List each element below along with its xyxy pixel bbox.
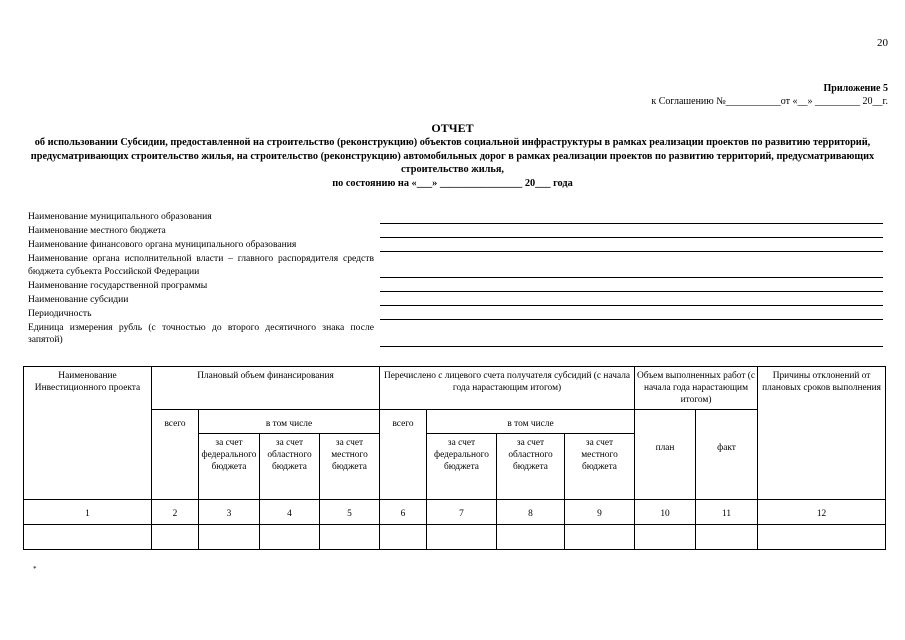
header-project: Наименование Инвестиционного проекта <box>24 367 152 500</box>
agreement-reference: к Соглашению №___________от «__» _________ 20__г. <box>651 96 888 107</box>
page-number: 20 <box>877 37 888 49</box>
table-row <box>24 525 886 550</box>
header-transferred-including: в том числе <box>427 410 635 434</box>
column-number: 3 <box>199 500 260 525</box>
table-cell[interactable] <box>199 525 260 550</box>
report-date-line: по состоянию на «___» ________________ 20___ года <box>332 177 573 189</box>
field-label: Наименование местного бюджета <box>28 225 166 236</box>
table-cell[interactable] <box>24 525 152 550</box>
field-local-budget <box>28 225 883 238</box>
table-cell[interactable] <box>696 525 758 550</box>
header-planned: Плановый объем финансирования <box>152 367 380 410</box>
field-label: Наименование муниципального образования <box>28 211 212 222</box>
fill-line[interactable] <box>380 337 883 347</box>
header-transferred: Перечислено с лицевого счета получателя субсидий (с начала года нарастающим итогом) <box>380 367 635 410</box>
column-number: 11 <box>696 500 758 525</box>
table-cell[interactable] <box>380 525 427 550</box>
table-cell[interactable] <box>427 525 497 550</box>
header-planned-federal: за счет федерального бюджета <box>199 434 260 500</box>
footnote-mark: * <box>33 565 37 573</box>
report-table <box>23 366 886 550</box>
table-cell[interactable] <box>497 525 565 550</box>
field-state-program <box>28 280 883 293</box>
report-subtitle-text: об использовании Субсидии, предоставленной на строительство (реконструкцию) объектов социальной инфраструктуры в рамках реализации проектов по развитию территорий, предусматривающих строительство жилья, на строительство (реконструкцию) автомобильных дорог в рамках реализации проектов по развитию территорий, предусматривающих строительство жилья, <box>30 137 875 175</box>
report-subtitle <box>20 136 885 190</box>
header-planned-including: в том числе <box>199 410 380 434</box>
fill-line[interactable] <box>380 296 883 306</box>
table-cell[interactable] <box>758 525 886 550</box>
field-label: Наименование субсидии <box>28 293 129 305</box>
column-number: 5 <box>320 500 380 525</box>
header-fields <box>28 211 883 348</box>
field-periodicity <box>28 308 883 321</box>
appendix-label: Приложение 5 <box>823 83 888 94</box>
header-planned-regional: за счет областного бюджета <box>260 434 320 500</box>
field-label: Периодичность <box>28 307 92 319</box>
column-number: 4 <box>260 500 320 525</box>
report-title: ОТЧЕТ <box>431 121 474 135</box>
table-header-row <box>24 367 886 410</box>
field-subsidy-name <box>28 294 883 307</box>
column-number: 8 <box>497 500 565 525</box>
header-planned-local: за счет местного бюджета <box>320 434 380 500</box>
header-planned-total: всего <box>152 410 199 500</box>
fill-line[interactable] <box>380 214 883 224</box>
table-cell[interactable] <box>565 525 635 550</box>
field-executive-body <box>28 253 883 278</box>
fill-line[interactable] <box>380 268 883 278</box>
column-number: 1 <box>24 500 152 525</box>
field-municipality <box>28 211 883 224</box>
column-number: 12 <box>758 500 886 525</box>
header-transferred-local: за счет местного бюджета <box>565 434 635 500</box>
field-label: Наименование государственной программы <box>28 279 208 291</box>
field-label: Наименование органа исполнительной власти – главного распорядителя средств бюджета субъекта Российской Федерации <box>28 253 374 277</box>
fill-line[interactable] <box>380 228 883 238</box>
column-number: 9 <box>565 500 635 525</box>
table-header-row <box>24 410 886 434</box>
header-transferred-total: всего <box>380 410 427 500</box>
fill-line[interactable] <box>380 242 883 252</box>
field-unit <box>28 322 883 347</box>
header-volume: Объем выполненных работ (с начала года нарастающим итогом) <box>635 367 758 410</box>
column-number: 2 <box>152 500 199 525</box>
header-plan: план <box>635 410 696 500</box>
fill-line[interactable] <box>380 282 883 292</box>
table-cell[interactable] <box>152 525 199 550</box>
header-reasons: Причины отклонений от плановых сроков выполнения <box>758 367 886 500</box>
field-label: Единица измерения рубль (с точностью до второго десятичного знака после запятой) <box>28 321 374 345</box>
column-number: 7 <box>427 500 497 525</box>
header-transferred-regional: за счет областного бюджета <box>497 434 565 500</box>
field-label: Наименование финансового органа муниципального образования <box>28 239 297 250</box>
table-cell[interactable] <box>260 525 320 550</box>
header-transferred-federal: за счет федерального бюджета <box>427 434 497 500</box>
column-number: 6 <box>380 500 427 525</box>
header-fact: факт <box>696 410 758 500</box>
field-financial-body <box>28 239 883 252</box>
fill-line[interactable] <box>380 310 883 320</box>
column-number: 10 <box>635 500 696 525</box>
column-number-row <box>24 500 886 525</box>
table-cell[interactable] <box>635 525 696 550</box>
table-cell[interactable] <box>320 525 380 550</box>
